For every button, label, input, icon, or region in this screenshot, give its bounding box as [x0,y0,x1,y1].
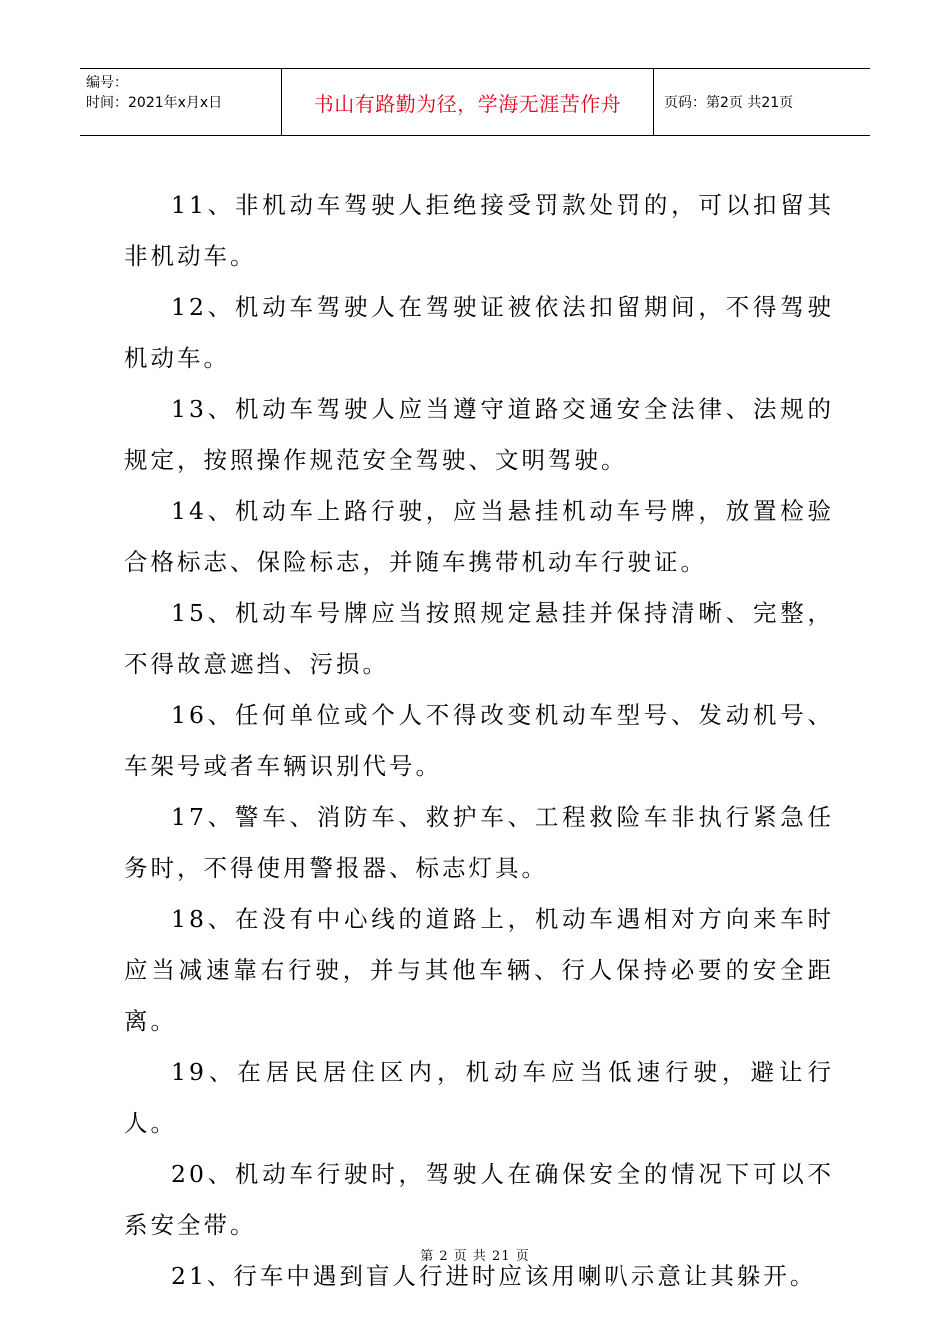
paragraph-20: 20、机动车行驶时，驾驶人在确保安全的情况下可以不系安全带。 [124,1160,834,1239]
paragraph-13: 13、机动车驾驶人应当遵守道路交通安全法律、法规的规定，按照操作规范安全驾驶、文明驾驶。 [124,395,834,474]
header-page-info: 页码：第2页 共21页 [664,95,794,111]
paragraph-21: 21、行车中遇到盲人行进时应该用喇叭示意让其躲开。 [171,1262,817,1290]
document-body [124,180,834,1302]
document-number-label: 编号： [86,75,128,91]
document-date: 时间：2021年x月x日 [86,95,223,111]
paragraph-16: 16、任何单位或个人不得改变机动车型号、发动机号、车架号或者车辆识别代号。 [124,701,834,780]
paragraph-17: 17、警车、消防车、救护车、工程救险车非执行紧急任务时，不得使用警报器、标志灯具。 [124,803,834,882]
header-meta [80,69,282,135]
paragraph-19: 19、在居民居住区内，机动车应当低速行驶，避让行人。 [124,1058,834,1137]
paragraph-15: 15、机动车号牌应当按照规定悬挂并保持清晰、完整，不得故意遮挡、污损。 [124,599,834,678]
paragraph-11: 11、非机动车驾驶人拒绝接受罚款处罚的，可以扣留其非机动车。 [124,191,834,270]
paragraph-18: 18、在没有中心线的道路上，机动车遇相对方向来车时应当减速靠右行驶，并与其他车辆、行人保持必要的安全距离。 [124,905,834,1035]
page-footer: 第 2 页 共 21 页 [420,1249,530,1264]
paragraph-14: 14、机动车上路行驶，应当悬挂机动车号牌，放置检验合格标志、保险标志，并随车携带机动车行驶证。 [124,497,834,576]
paragraph-12: 12、机动车驾驶人在驾驶证被依法扣留期间，不得驾驶机动车。 [124,293,834,372]
header-motto: 书山有路勤为径，学海无涯苦作舟 [282,69,654,135]
page-header [80,68,870,136]
